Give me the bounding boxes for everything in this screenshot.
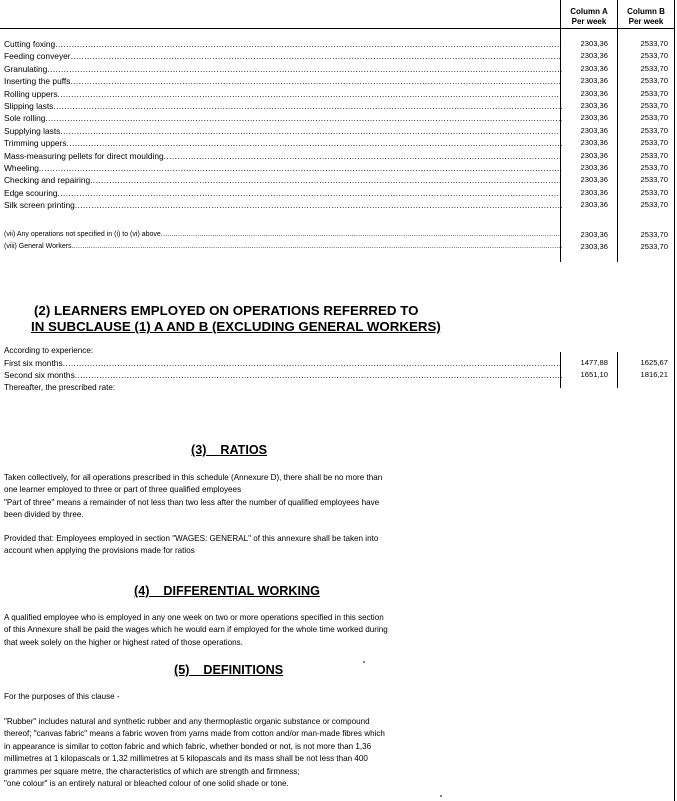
learner-row-first: First six months ..... 1477,88 1625,67 [4,357,677,369]
ratios-title: RATIOS [220,443,268,457]
table-row: Checking and repairing ..... 2303,36 2533,70 [4,174,677,186]
learners-intro: According to experience: [4,346,94,355]
table-row: Granulating ..... 2303,36 2533,70 [4,63,677,75]
table-row: Trimming uppers ..... 2303,36 2533,70 [4,137,677,149]
table-row: Feeding conveyer ..... 2303,36 2533,70 [4,50,677,62]
differential-number: (4) [134,584,150,598]
header-rule [0,28,675,29]
learners-after: Thereafter, the prescribed rate: [4,383,116,392]
table-row: Slipping lasts ..... 2303,36 2533,70 [4,100,677,112]
learner-row-second: Second six months ..... 1651,10 1816,21 [4,369,677,381]
ratios-number: (3) [191,443,207,457]
differential-line-2: of this Annexure shall be paid the wages which he would earn if employed for the whole time worked during [4,625,388,635]
ratios-heading [191,443,267,457]
ratios-line-3: "Part of three" means a remainder of not less than two less after the number of qualified employees have [4,497,380,507]
table-row: Rolling uppers ..... 2303,36 2533,70 [4,88,677,100]
table-row: Inserting the puffs ..... 2303,36 2533,70 [4,75,677,87]
table-row: Supplying lasts ..... 2303,36 2533,70 [4,125,677,137]
ratios-line-1: Taken collectively, for all operations prescribed in this schedule (Annexure D), there shall be no more than [4,473,383,482]
definitions-line-4: millimetres at 1 kilopascals or 1,32 millimetres at 5 kilopascals and its mass shall be not less than 400 [4,754,368,764]
scan-speck [440,795,442,797]
differential-heading [134,584,320,598]
definitions-intro: For the purposes of this clause - [4,692,120,701]
column-b-sublabel: Per week [628,16,664,26]
definitions-line-2: thereof; "canvas fabric" means a fabric woven from yarns made from cotton and/or man-made fibres which [4,729,385,739]
definitions-line-6: "one colour" is an entirely natural or bleached colour of one solid shade or tone. [4,779,289,788]
table-row: Mass-measuring pellets for direct moulding ..... 2303,36 2533,70 [4,150,677,162]
column-a-header [562,7,616,26]
definitions-line-3: in appearance is similar to cotton fabric and which fabric, whether bonded or not, is not more than 1,36 [4,741,372,751]
table-row-other-operations: (vii) Any operations not specified in (i) to (vi) above ..... 2303,36 2533,70 [4,229,677,241]
table-row-general-workers: (viii) General Workers ..... 2303,36 2533,70 [4,241,677,253]
learners-heading-line2: IN SUBCLAUSE (1) A AND B (EXCLUDING GENERAL WORKERS) [31,319,441,334]
definitions-heading [174,663,283,677]
table-row: Wheeling ..... 2303,36 2533,70 [4,162,677,174]
ratios-proviso-2: account when applying the provisions made for ratios [4,546,195,556]
table-row: Edge scouring ..... 2303,36 2533,70 [4,187,677,199]
learners-heading-line1: (2) LEARNERS EMPLOYED ON OPERATIONS REFERRED TO [34,303,419,318]
table-row: Sole rolling ..... 2303,36 2533,70 [4,112,677,124]
scan-speck [363,661,365,663]
definitions-line-5: grammes per square metre, the characteristics of which are strength and firmness; [4,766,300,776]
definitions-title: DEFINITIONS [203,663,284,677]
differential-line-1: A qualified employee who is employed in any one week on two or more operations specified in this section [4,613,384,622]
differential-line-3: that week solely on the higher or highest rated of those operations. [4,637,243,647]
ratios-line-2: one learner employed to three or part of three qualified employees [4,485,242,495]
table-row: Silk screen printing ..... 2303,36 2533,70 [4,199,677,211]
table-row: Cutting foxing ..... 2303,36 2533,70 [4,38,677,50]
differential-title: DIFFERENTIAL WORKING [163,584,320,598]
ratios-line-4: been divided by three. [4,510,84,520]
ratios-proviso-1: Provided that: Employees employed in section "WAGES: GENERAL" of this annexure shall be taken into [4,534,379,543]
definitions-number: (5) [174,663,190,677]
column-a-sublabel: Per week [571,16,607,26]
column-a-label: Column A [570,7,608,16]
column-b-label: Column B [627,7,665,16]
column-b-header [619,7,673,26]
definitions-line-1: "Rubber" includes natural and synthetic rubber and any thermoplastic organic substance or compound [4,717,370,726]
